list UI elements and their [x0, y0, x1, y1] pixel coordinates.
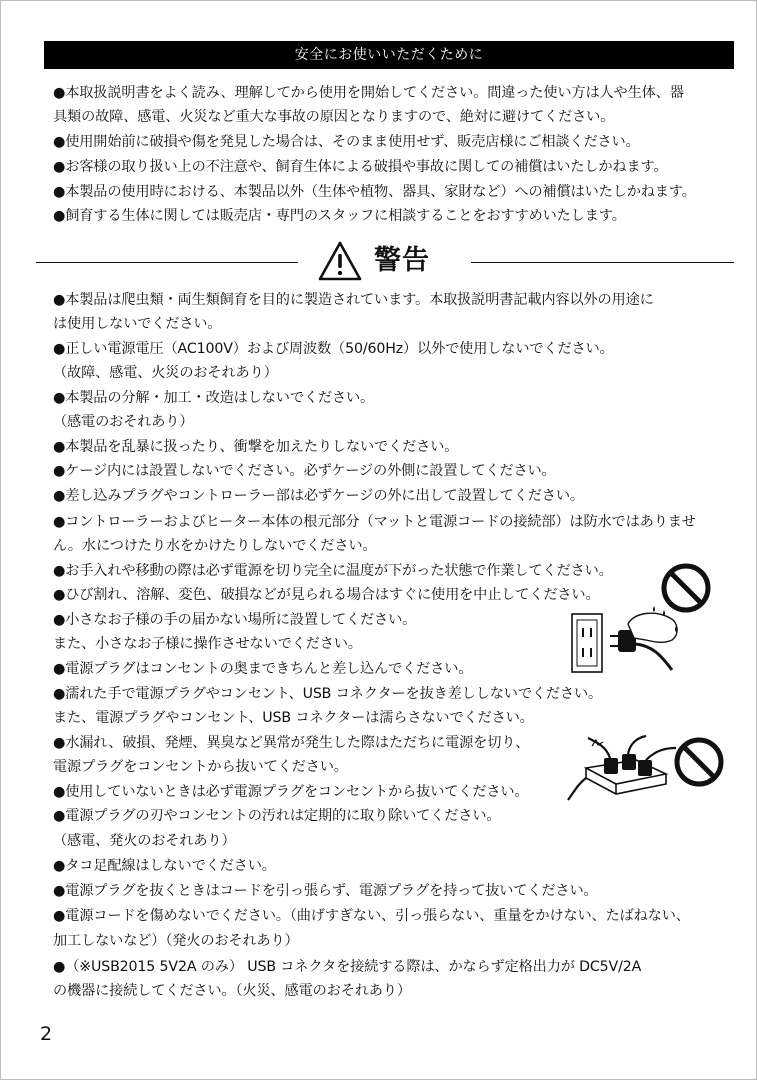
intro-line: ●本製品の使用時における、本製品以外（生体や植物、器具、家財など）への補償はいたしかねます。	[53, 184, 696, 200]
warning-heading	[34, 238, 734, 286]
warning-line: ●（※USB2015 5V2A のみ） USB コネクタを接続する際は、かならず定格出力が DC5V/2A	[53, 959, 642, 975]
intro-line: ●本取扱説明書をよく読み、理解してから使用を開始してください。間違った使い方は人や生体、器	[53, 85, 684, 101]
intro-line: ●お客様の取り扱い上の不注意や、飼育生体による破損や事故に関しての補償はいたしかねます。	[53, 159, 668, 175]
warning-line: ●使用していないときは必ず電源プラグをコンセントから抜いてください。	[53, 784, 529, 800]
warning-line: （感電のおそれあり）	[53, 414, 194, 430]
warning-line: ●電源コードを傷めないでください。（曲げすぎない、引っ張らない、重量をかけない、たばねない、	[53, 908, 690, 924]
warning-line: ●お手入れや移動の際は必ず電源を切り完全に温度が下がった状態で作業してください。	[53, 563, 613, 579]
warning-title: 警告	[374, 245, 430, 276]
warning-line: ●差し込みプラグやコントローラー部は必ずケージの外に出して設置してください。	[53, 488, 584, 504]
heading-rule-left	[36, 262, 298, 263]
section-header-bar	[44, 41, 734, 69]
page-number: 2	[40, 1023, 53, 1045]
warning-line: また、電源プラグやコンセント、USB コネクターは濡らさないでください。	[53, 710, 534, 726]
warning-line: の機器に接続してください。（火災、感電のおそれあり）	[53, 983, 411, 999]
warning-line: ●コントローラーおよびヒーター本体の根元部分（マットと電源コードの接続部）は防水ではありませ	[53, 514, 696, 530]
warning-line: ●本製品は爬虫類・両生類飼育を目的に製造されています。本取扱説明書記載内容以外の用途に	[53, 292, 654, 308]
warning-line: （感電、発火のおそれあり）	[53, 833, 236, 849]
warning-line: は使用しないでください。	[53, 316, 222, 332]
warning-line: ●電源プラグはコンセントの奥まできちんと差し込んでください。	[53, 661, 473, 677]
warning-line: ●ひび割れ、溶解、変色、破損などが見られる場合はすぐに使用を中止してください。	[53, 587, 600, 603]
wet-hand-outlet-illustration	[568, 604, 688, 676]
heading-rule-right	[471, 262, 734, 263]
section-header-title: 安全にお使いいただくために	[294, 47, 484, 63]
warning-line: ●水漏れ、破損、発煙、異臭など異常が発生した際はただちに電源を切り、	[53, 735, 530, 751]
warning-line: ●ケージ内には設置しないでください。必ずケージの外側に設置してください。	[53, 463, 556, 479]
warning-line: ●本製品を乱暴に扱ったり、衝撃を加えたりしないでください。	[53, 439, 459, 455]
prohibition-icon	[673, 736, 725, 788]
warning-line: ●正しい電源電圧（AC100V）および周波数（50/60Hz）以外で使用しないでください。	[53, 341, 614, 357]
intro-line: 具類の故障、感電、火災など重大な事故の原因となりますので、絶対に避けてください。	[53, 109, 615, 125]
warning-triangle-icon	[317, 240, 363, 282]
warning-line: ●本製品の分解・加工・改造はしないでください。	[53, 390, 375, 406]
warning-line: ●小さなお子様の手の届かない場所に設置してください。	[53, 612, 417, 628]
warning-line: ●濡れた手で電源プラグやコンセント、USB コネクターを抜き差ししないでください。	[53, 686, 603, 702]
intro-line: ●使用開始前に破損や傷を発見した場合は、そのまま使用せず、販売店様にご相談ください。	[53, 134, 640, 150]
warning-line: ●タコ足配線はしないでください。	[53, 858, 276, 874]
warning-line: ●電源プラグを抜くときはコードを引っ張らず、電源プラグを持って抜いてください。	[53, 883, 598, 899]
intro-line: ●飼育する生体に関しては販売店・専門のスタッフに相談することをおすすめいたします。	[53, 208, 626, 224]
octopus-wiring-illustration	[566, 734, 678, 806]
warning-line: ん。水につけたり水をかけたりしないでください。	[53, 538, 377, 554]
warning-line: また、小さなお子様に操作させないでください。	[53, 636, 362, 652]
warning-line: ●電源プラグの刃やコンセントの汚れは定期的に取り除いてください。	[53, 808, 501, 824]
warning-line: （故障、感電、火災のおそれあり）	[53, 365, 278, 381]
warning-line: 電源プラグをコンセントから抜いてください。	[53, 759, 348, 775]
warning-line: 加工しないなど）（発火のおそれあり）	[53, 933, 299, 949]
